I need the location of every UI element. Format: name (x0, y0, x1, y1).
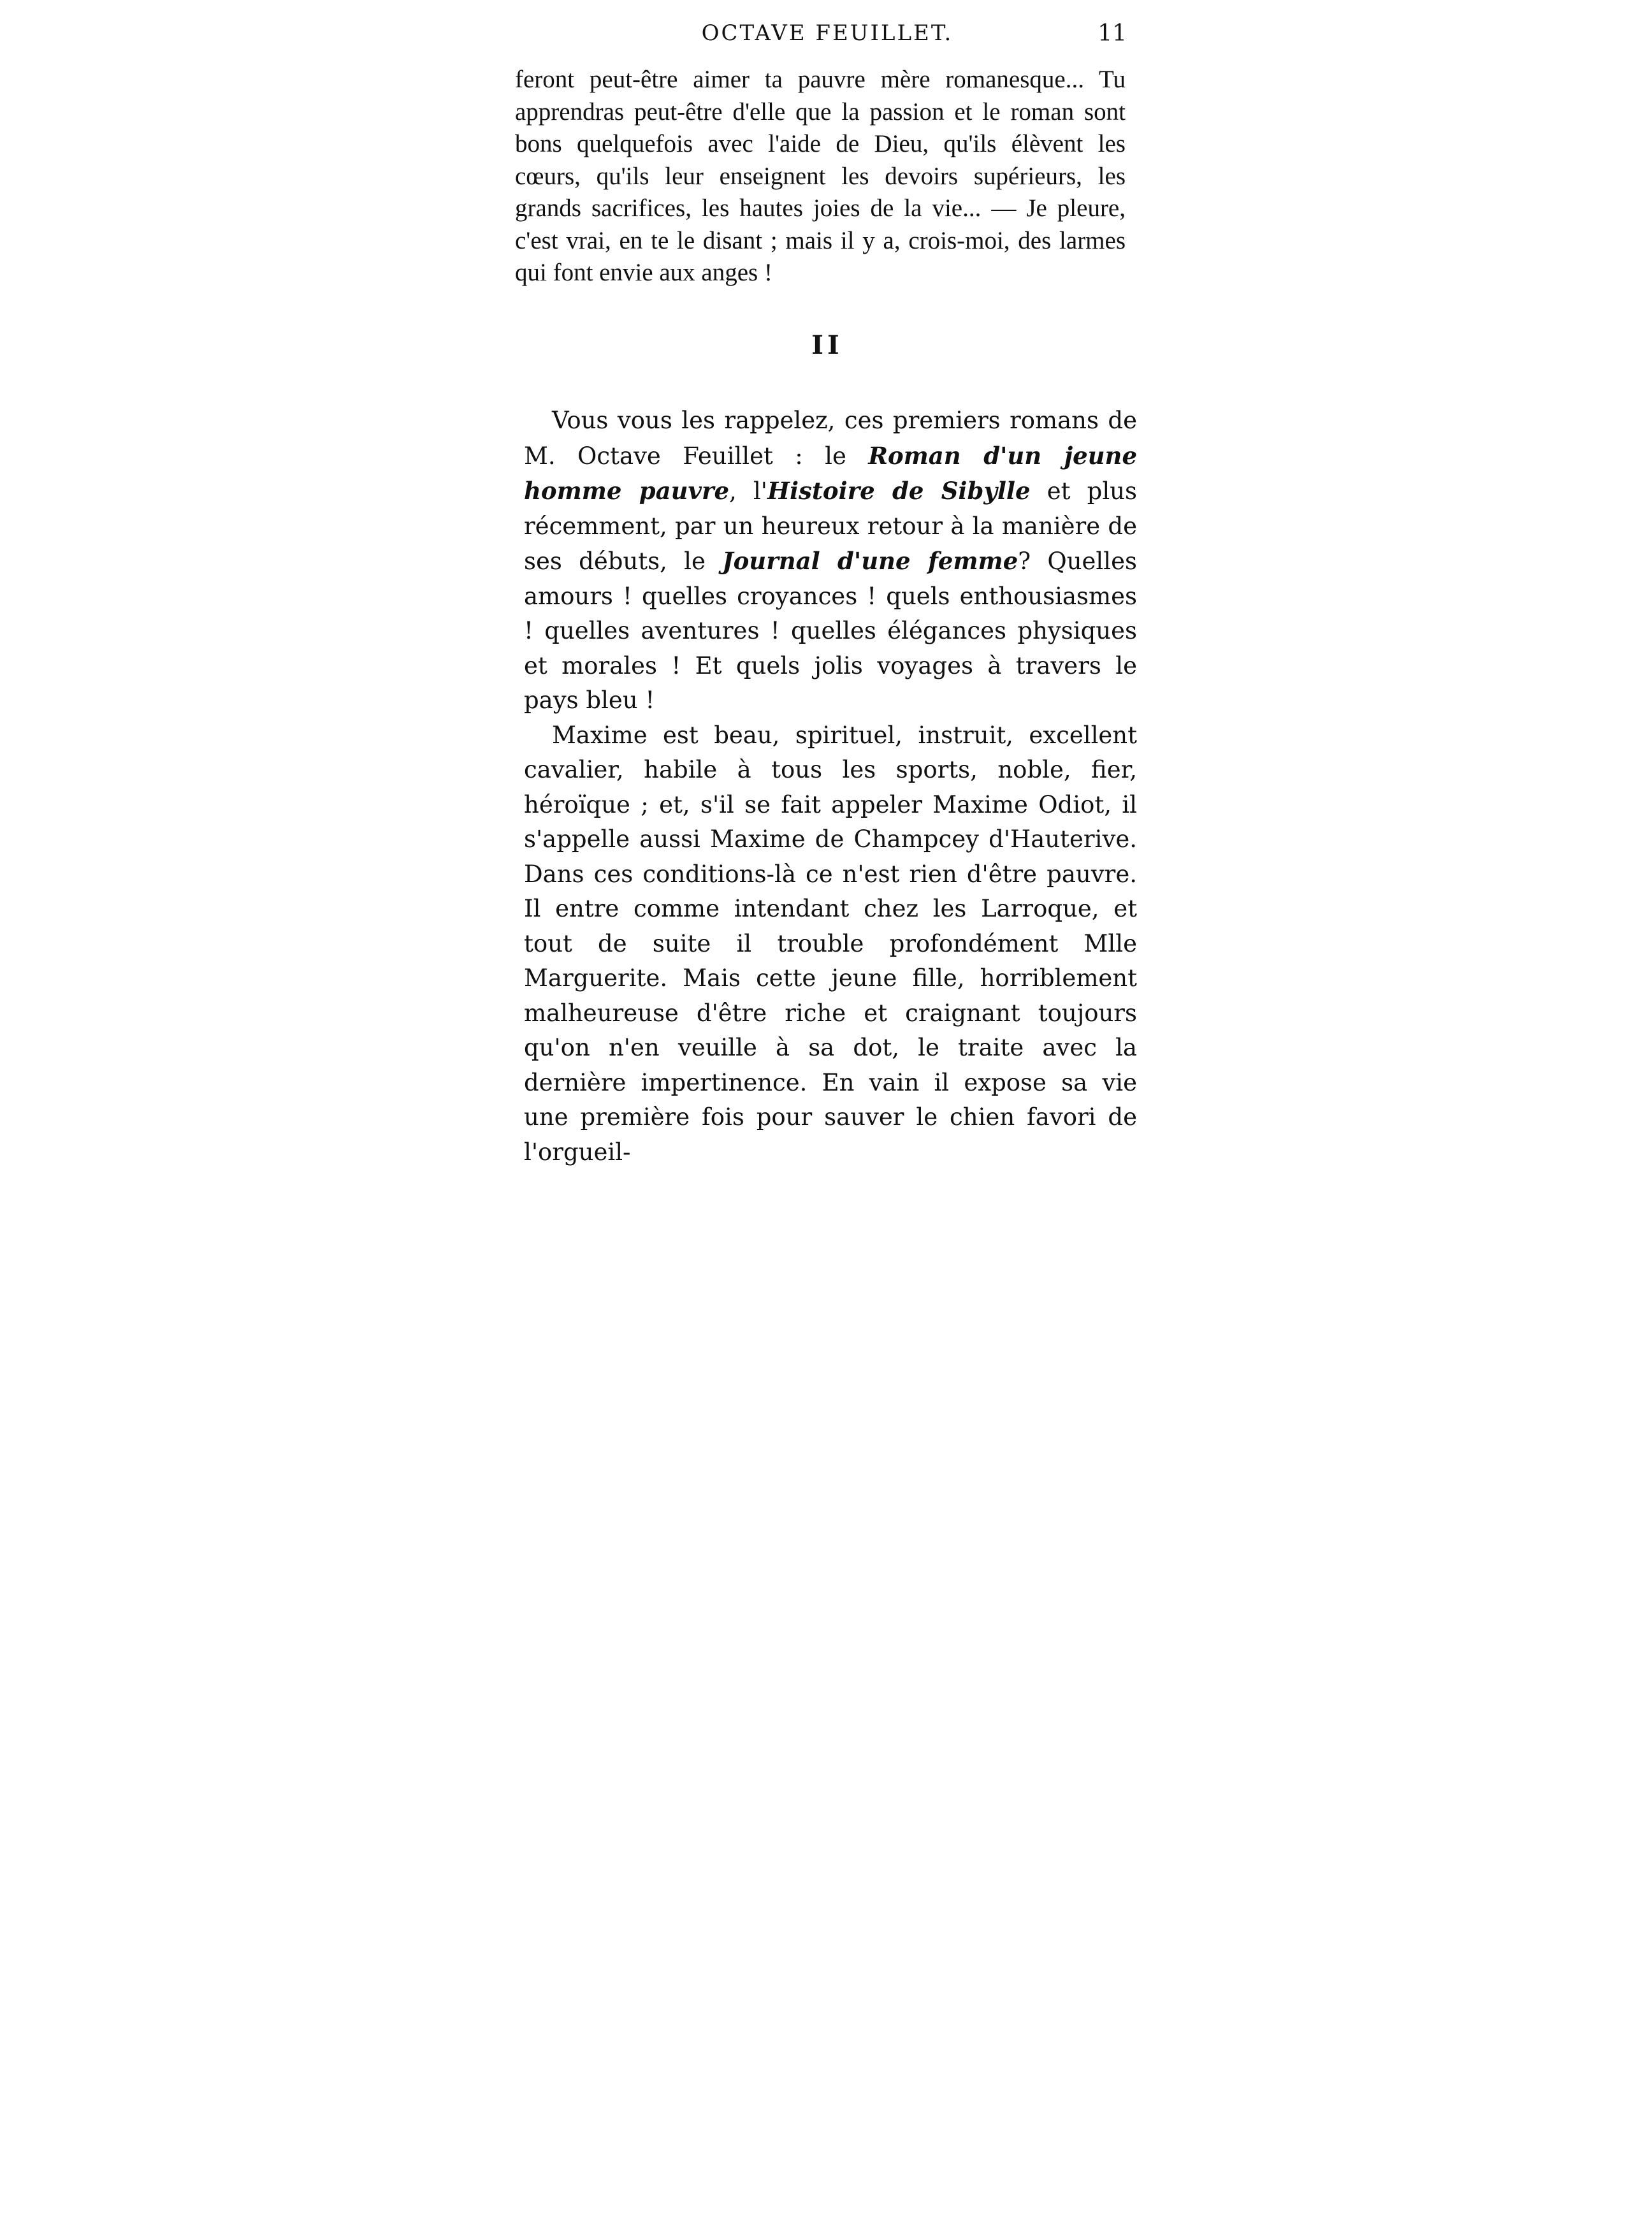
section-heading: II (811, 330, 843, 360)
paragraph-1-text: Vous vous les rappelez, ces premiers romans de M. Octave Feuillet : le (524, 407, 1137, 470)
paragraph-1 (524, 403, 1137, 718)
book-page (515, 0, 1140, 2236)
paragraph-1-text: et plus récemment, par un heureux retour à la manière de ses débuts, le (524, 477, 1137, 575)
continuation-block (515, 64, 1126, 289)
paragraph-1-text: , l' (729, 477, 767, 505)
running-title: OCTAVE FEUILLET. (701, 20, 953, 46)
book-title-sibylle: Histoire de Sibylle (767, 477, 1031, 505)
running-head (515, 20, 1140, 59)
page-number: 11 (1098, 20, 1127, 47)
continuation-paragraph: feront peut-être aimer ta pauvre mère romanesque... Tu apprendras peut-être d'elle que la passion et le roman sont bons quelquefois avec l'aide de Dieu, qu'ils élèvent les cœurs, qu'ils leur enseignent les devoirs supérieurs, les grands sacrifices, les hautes joies de la vie... — Je pleure, c'est vrai, en te le disant ; mais il y a, crois-moi, des larmes qui font envie aux anges ! (515, 66, 1126, 286)
book-title-roman: Roman d'un jeune homme pauvre (524, 441, 1137, 505)
paragraph-1-text: ? Quelles amours ! quelles croyances ! quels enthousiasmes ! quelles aventures ! quelles élégances physiques et morales ! Et quels jolis voyages à travers le pays bleu ! (524, 548, 1137, 714)
book-title-journal: Journal d'une femme (722, 547, 1018, 575)
paragraph-2: Maxime est beau, spirituel, instruit, excellent cavalier, habile à tous les sports, noble, fier, héroïque ; et, s'il se fait appeler Maxime Odiot, il s'appelle aussi Maxime de Champcey d'Hauterive. Dans ces conditions-là ce n'est rien d'être pauvre. Il entre comme intendant chez les Larroque, et tout de suite il trouble profondément Mlle Marguerite. Mais cette jeune fille, horriblement malheureuse d'être riche et craignant toujours qu'on n'en veuille à sa dot, le traite avec la dernière impertinence. En vain il expose sa vie une première fois pour sauver le chien favori de l'orgueil- (524, 721, 1137, 1166)
section-body (524, 403, 1137, 1170)
